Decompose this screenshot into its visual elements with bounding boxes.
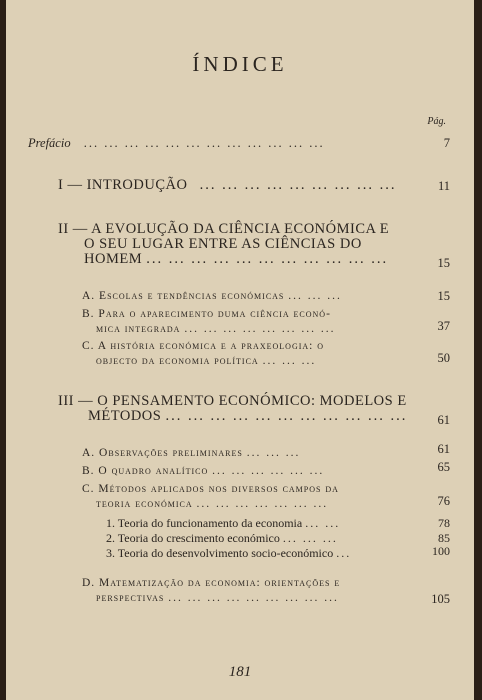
toc-entry-prefacio: Prefácio ... ... ... ... ... ... ... ... ... ... ... ...	[28, 136, 325, 150]
toc-page-number: 65	[437, 460, 450, 474]
toc-entry-2b: B. Para o aparecimento duma ciência econó- mica integrada ... ... ... ... ... ... ... ...	[82, 308, 336, 335]
toc-page-number: 105	[431, 592, 450, 606]
toc-page-number: 15	[437, 289, 450, 303]
toc-entry-3c2: 2. Teoria do crescimento económico ... ... ...	[106, 531, 338, 545]
toc-entry-3b: B. O quadro analítico ... ... ... ... ... ...	[82, 465, 325, 477]
toc-page-number: 37	[437, 319, 450, 333]
toc-entry-2a: A. Escolas e tendências económicas ... ... ...	[82, 290, 342, 302]
toc-entry-3c3: 3. Teoria do desenvolvimento socio-económico ...	[106, 546, 352, 560]
toc-page-number: 76	[437, 494, 450, 508]
toc-entry-part-3: III — O PENSAMENTO ECONÓMICO: MODELOS E MÉTODOS ... ... ... ... ... ... ... ... ... ... ...	[58, 393, 408, 424]
toc-entry-3c: C. Métodos aplicados nos diversos campos da teoria económica ... ... ... ... ... ... ...	[82, 483, 339, 510]
toc-page-number: 78	[438, 516, 450, 530]
page-title: ÍNDICE	[192, 52, 288, 76]
toc-entry-3d: D. Matematização da economia: orientações e perspectivas ... ... ... ... ... ... ... ... ...	[82, 577, 341, 604]
toc-page-number: 85	[438, 531, 450, 545]
toc-page-number: 61	[437, 413, 450, 427]
toc-entry-2c: C. A história económica e a praxeologia: o objecto da economia política ... ... ...	[82, 340, 325, 367]
page-number-footer: 181	[228, 664, 252, 680]
toc-page-number: 100	[432, 544, 450, 558]
book-page	[6, 0, 474, 700]
toc-entry-part-2: II — A EVOLUÇÃO DA CIÊNCIA ECONÓMICA E O SEU LUGAR ENTRE AS CIÊNCIAS DO HOMEM ... ... ... ... ... ... ... ... ... ... ...	[58, 221, 390, 267]
toc-page-number: 50	[437, 351, 450, 365]
toc-page-number: 11	[437, 179, 450, 193]
toc-entry-3c1: 1. Teoria do funcionamento da economia ... ...	[106, 516, 341, 530]
page-column-label: Pág.	[427, 116, 446, 127]
toc-page-number: 7	[443, 136, 450, 150]
toc-page-number: 61	[437, 442, 450, 456]
toc-page-number: 15	[437, 256, 450, 270]
toc-entry-3a: A. Observações preliminares ... ... ...	[82, 447, 301, 459]
toc-entry-part-1: I — INTRODUÇÃO ... ... ... ... ... ... ... ... ...	[58, 177, 397, 193]
